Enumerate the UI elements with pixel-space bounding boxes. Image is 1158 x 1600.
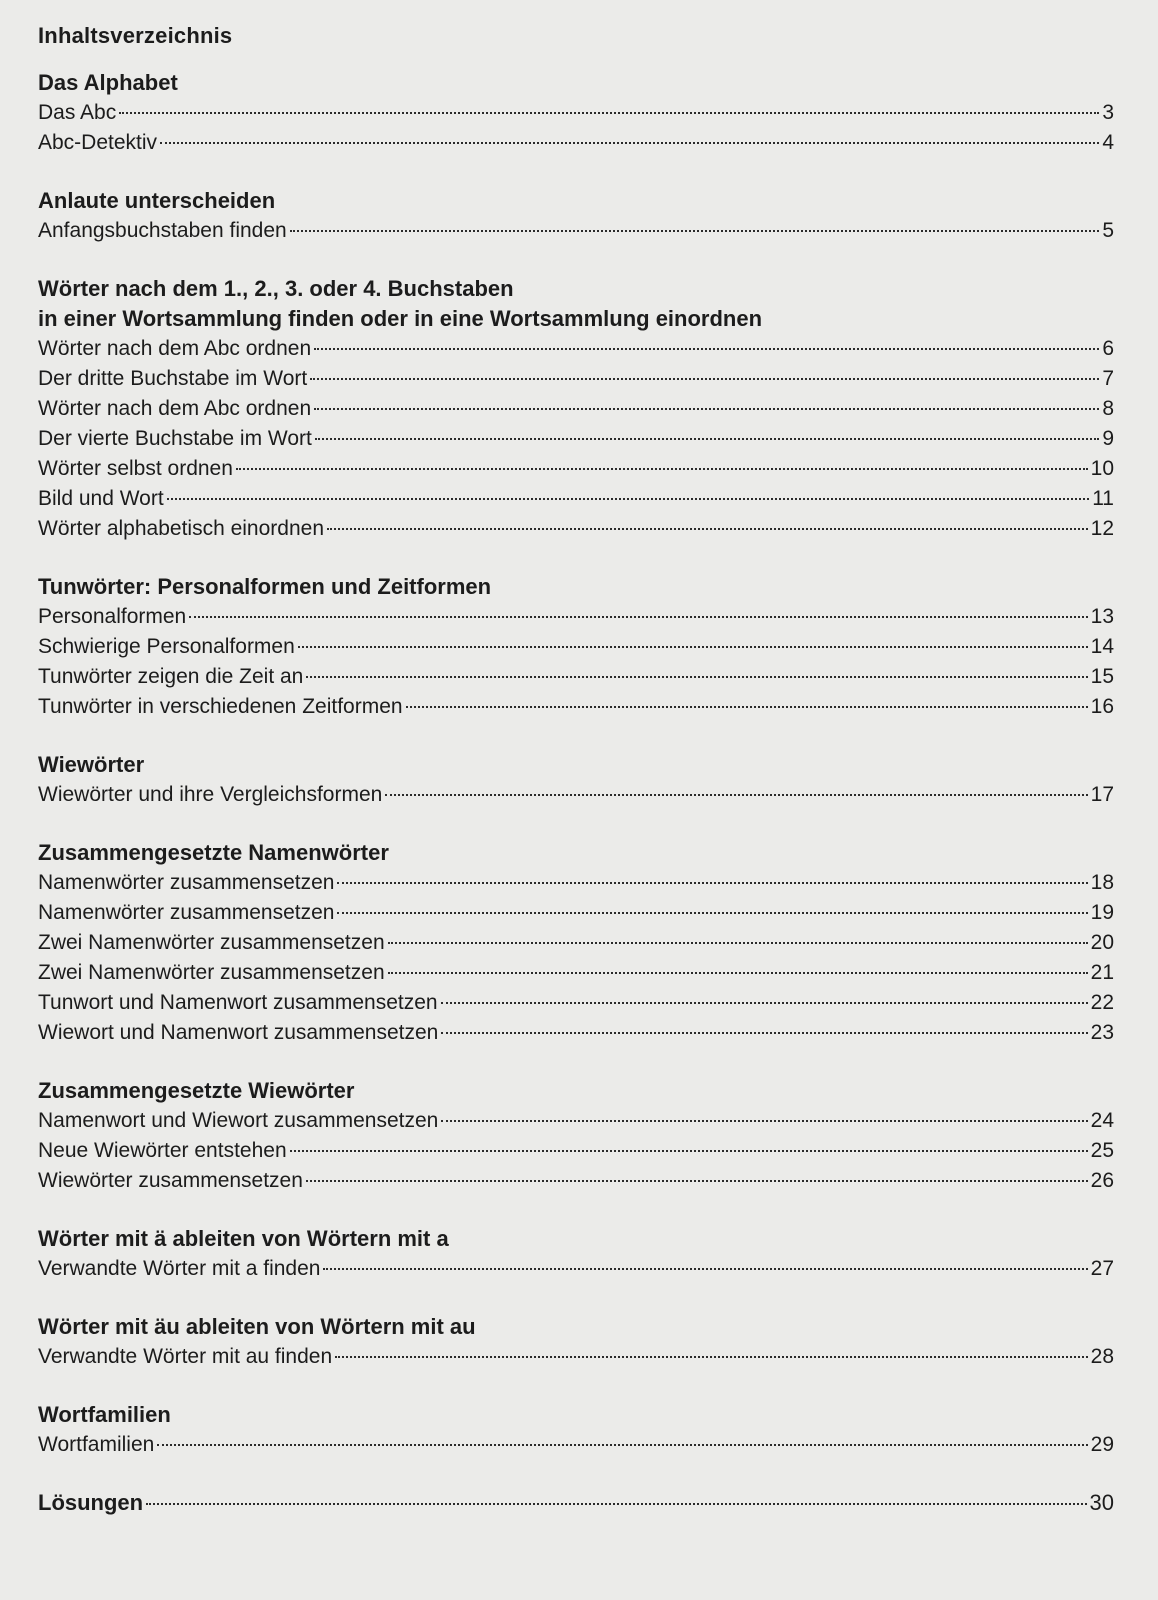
- section-heading: Anlaute unterscheiden: [38, 188, 276, 213]
- toc-entry[interactable]: [38, 514, 1114, 544]
- toc-entry-label: Der dritte Buchstabe im Wort: [38, 367, 308, 390]
- toc-section: [38, 1076, 1114, 1196]
- toc-entry-label: Das Abc: [38, 101, 117, 124]
- section-heading: Wörter mit ä ableiten von Wörtern mit a: [38, 1226, 449, 1251]
- leader-dots: [146, 1503, 1086, 1505]
- leader-dots: [388, 942, 1088, 944]
- toc-entry-label: Tunwörter zeigen die Zeit an: [38, 665, 304, 688]
- toc-entry-label: Wörter alphabetisch einordnen: [38, 517, 325, 540]
- toc-entry-page: 29: [1090, 1433, 1114, 1456]
- toc-entry[interactable]: [38, 394, 1114, 424]
- toc-entry-label: Wörter nach dem Abc ordnen: [38, 337, 312, 360]
- leader-dots: [236, 468, 1088, 470]
- leader-dots: [323, 1268, 1087, 1270]
- toc-entry-label: Anfangsbuchstaben finden: [38, 219, 287, 242]
- table-of-contents: [38, 20, 1114, 1518]
- toc-entry[interactable]: [38, 334, 1114, 364]
- toc-entry[interactable]: [38, 988, 1114, 1018]
- toc-entry-page: 5: [1102, 219, 1114, 242]
- toc-entry-page: 30: [1089, 1490, 1114, 1515]
- leader-dots: [337, 882, 1087, 884]
- section-heading: Wörter nach dem 1., 2., 3. oder 4. Buchstaben: [38, 276, 514, 301]
- leader-dots: [327, 528, 1088, 530]
- toc-entry[interactable]: [38, 1254, 1114, 1284]
- toc-entry-label: Wiewörter zusammensetzen: [38, 1169, 303, 1192]
- leader-dots: [335, 1356, 1087, 1358]
- toc-entry[interactable]: [38, 1166, 1114, 1196]
- toc-section: [38, 572, 1114, 722]
- toc-entry-label: Lösungen: [38, 1490, 144, 1515]
- toc-entry[interactable]: [38, 216, 1114, 246]
- toc-entry-page: 22: [1090, 991, 1114, 1014]
- toc-section: [38, 274, 1114, 544]
- toc-entry[interactable]: [38, 958, 1114, 988]
- toc-section: [38, 750, 1114, 810]
- toc-entry[interactable]: [38, 1018, 1114, 1048]
- toc-section: [38, 1400, 1114, 1460]
- leader-dots: [119, 112, 1099, 114]
- toc-entry-page: 17: [1090, 783, 1114, 806]
- toc-entry-label: Namenwörter zusammensetzen: [38, 901, 335, 924]
- toc-entry-label: Tunwort und Namenwort zusammensetzen: [38, 991, 438, 1014]
- toc-entry[interactable]: [38, 898, 1114, 928]
- toc-entry[interactable]: [38, 632, 1114, 662]
- toc-entry-label: Personalformen: [38, 605, 187, 628]
- toc-entry-page: 12: [1090, 517, 1114, 540]
- leader-dots: [315, 438, 1099, 440]
- leader-dots: [306, 1180, 1088, 1182]
- toc-entry[interactable]: [38, 1430, 1114, 1460]
- toc-entry-label: Zwei Namenwörter zusammensetzen: [38, 931, 385, 954]
- toc-entry[interactable]: [38, 364, 1114, 394]
- toc-entry-label: Abc-Detektiv: [38, 131, 158, 154]
- toc-section: [38, 68, 1114, 158]
- leader-dots: [310, 378, 1099, 380]
- toc-section: [38, 1312, 1114, 1372]
- toc-entry-label: Wörter nach dem Abc ordnen: [38, 397, 312, 420]
- toc-entry-page: 4: [1102, 131, 1114, 154]
- leader-dots: [337, 912, 1087, 914]
- toc-entry[interactable]: [38, 780, 1114, 810]
- toc-entry-label: Verwandte Wörter mit au finden: [38, 1345, 333, 1368]
- toc-entry-page: 9: [1102, 427, 1114, 450]
- toc-entry-page: 6: [1102, 337, 1114, 360]
- leader-dots: [189, 616, 1087, 618]
- leader-dots: [157, 1444, 1087, 1446]
- toc-entry[interactable]: [38, 928, 1114, 958]
- section-heading: Zusammengesetzte Wiewörter: [38, 1078, 355, 1103]
- toc-entry-page: 16: [1090, 695, 1114, 718]
- toc-entry[interactable]: [38, 1342, 1114, 1372]
- leader-dots: [160, 142, 1099, 144]
- toc-entry-label: Wörter selbst ordnen: [38, 457, 233, 480]
- toc-entry-page: 10: [1090, 457, 1114, 480]
- toc-entry-label: Wiewörter und ihre Vergleichsformen: [38, 783, 383, 806]
- toc-entry-page: 26: [1090, 1169, 1114, 1192]
- leader-dots: [167, 498, 1090, 500]
- leader-dots: [314, 408, 1099, 410]
- toc-entry-label: Bild und Wort: [38, 487, 164, 510]
- leader-dots: [306, 676, 1087, 678]
- toc-sections: [38, 68, 1114, 1460]
- toc-section: [38, 186, 1114, 246]
- page-title: Inhaltsverzeichnis: [38, 23, 233, 48]
- toc-section: [38, 1224, 1114, 1284]
- leader-dots: [441, 1032, 1087, 1034]
- toc-entry[interactable]: [38, 98, 1114, 128]
- section-heading: in einer Wortsammlung finden oder in eine Wortsammlung einordnen: [38, 306, 763, 331]
- toc-entry-page: 7: [1102, 367, 1114, 390]
- section-heading: Das Alphabet: [38, 70, 178, 95]
- toc-entry[interactable]: [38, 692, 1114, 722]
- toc-entry-label: Wortfamilien: [38, 1433, 155, 1456]
- toc-entry-page: 27: [1090, 1257, 1114, 1280]
- toc-entry[interactable]: [38, 868, 1114, 898]
- toc-entry-page: 23: [1090, 1021, 1114, 1044]
- leader-dots: [290, 230, 1100, 232]
- section-heading: Tunwörter: Personalformen und Zeitformen: [38, 574, 492, 599]
- toc-entry-page: 19: [1090, 901, 1114, 924]
- toc-entry-label: Neue Wiewörter entstehen: [38, 1139, 287, 1162]
- leader-dots: [441, 1120, 1087, 1122]
- toc-entry[interactable]: [38, 424, 1114, 454]
- leader-dots: [298, 646, 1088, 648]
- toc-entry[interactable]: [38, 128, 1114, 158]
- toc-entry-page: 18: [1090, 871, 1114, 894]
- toc-entry-label: Zwei Namenwörter zusammensetzen: [38, 961, 385, 984]
- toc-entry[interactable]: [38, 1106, 1114, 1136]
- toc-entry-label: Namenwörter zusammensetzen: [38, 871, 335, 894]
- toc-entry-page: 11: [1092, 487, 1114, 510]
- leader-dots: [388, 972, 1088, 974]
- toc-entry-page: 14: [1090, 635, 1114, 658]
- toc-entry-page: 13: [1090, 605, 1114, 628]
- toc-entry[interactable]: [38, 662, 1114, 692]
- toc-entry-page: 21: [1090, 961, 1114, 984]
- toc-entry-page: 3: [1102, 101, 1114, 124]
- leader-dots: [314, 348, 1099, 350]
- toc-section: [38, 838, 1114, 1048]
- toc-entry-page: 20: [1090, 931, 1114, 954]
- leader-dots: [441, 1002, 1088, 1004]
- section-heading: Wortfamilien: [38, 1402, 171, 1427]
- toc-entry-page: 24: [1090, 1109, 1114, 1132]
- section-heading: Wiewörter: [38, 752, 145, 777]
- toc-entry-page: 25: [1090, 1139, 1114, 1162]
- toc-entry-page: 15: [1090, 665, 1114, 688]
- toc-entry-label: Schwierige Personalformen: [38, 635, 295, 658]
- leader-dots: [290, 1150, 1088, 1152]
- toc-solutions-entry[interactable]: [38, 1488, 1114, 1518]
- leader-dots: [385, 794, 1087, 796]
- section-heading: Wörter mit äu ableiten von Wörtern mit au: [38, 1314, 476, 1339]
- toc-entry[interactable]: [38, 602, 1114, 632]
- toc-entry-label: Wiewort und Namenwort zusammensetzen: [38, 1021, 439, 1044]
- toc-entry-label: Namenwort und Wiewort zusammensetzen: [38, 1109, 439, 1132]
- toc-entry-page: 28: [1090, 1345, 1114, 1368]
- toc-entry[interactable]: [38, 1136, 1114, 1166]
- toc-entry-label: Verwandte Wörter mit a finden: [38, 1257, 321, 1280]
- toc-entry-label: Tunwörter in verschiedenen Zeitformen: [38, 695, 403, 718]
- toc-entry[interactable]: [38, 484, 1114, 514]
- toc-entry-page: 8: [1102, 397, 1114, 420]
- section-heading: Zusammengesetzte Namenwörter: [38, 840, 389, 865]
- toc-entry[interactable]: [38, 454, 1114, 484]
- toc-entry-label: Der vierte Buchstabe im Wort: [38, 427, 312, 450]
- leader-dots: [406, 706, 1088, 708]
